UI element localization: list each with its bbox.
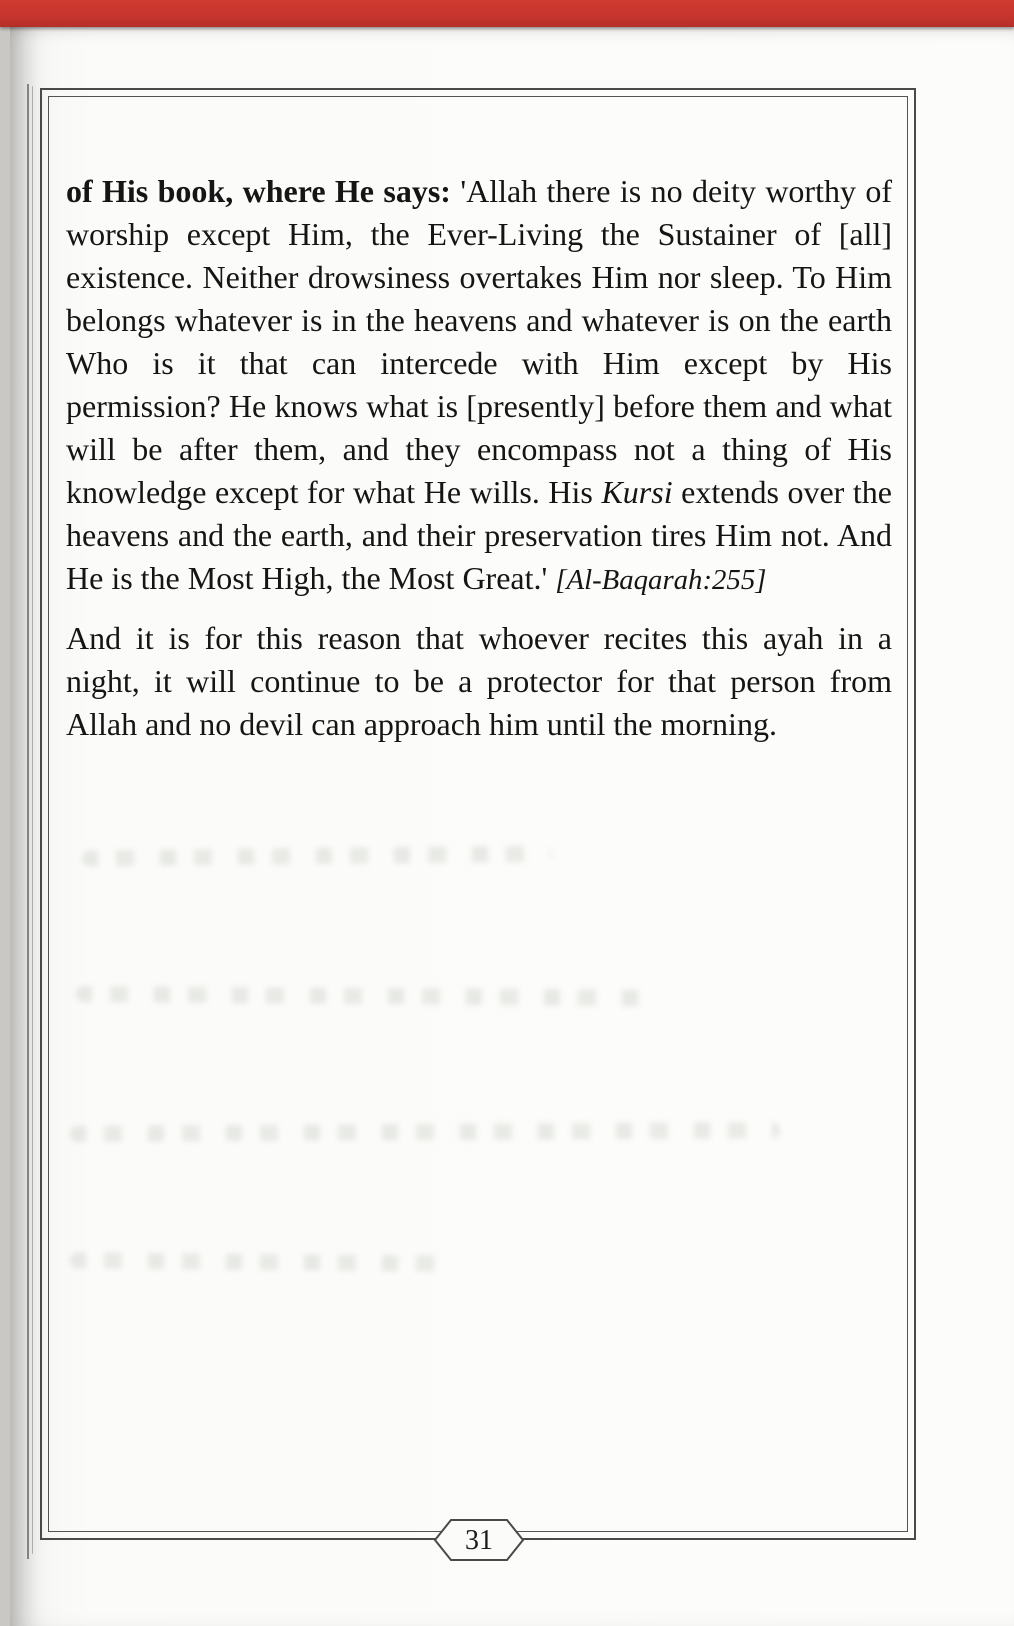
- scanner-red-strip: [0, 0, 1014, 27]
- surah-citation: [Al-Baqarah:255]: [555, 564, 767, 596]
- binding-scan-line-light: [32, 86, 33, 1554]
- quote-text-part2: extends over the heavens and the earth, and their preservation tires Him not. And He is the Most High, the Most Great.': [66, 474, 893, 596]
- page-number-badge: [433, 1515, 525, 1565]
- quote-text-part1: 'Allah there is no deity worthy of worship except Him, the Ever-Living the Sustainer of [all] existence. Neither drowsiness overtakes Him nor sleep. To Him belongs whatever is in the heavens and whatever is on the earth Who is it that can intercede with Him except by His permission? He knows what is [presently] before them and what will be after them, and they encompass not a thing of His knowledge except for what He wills. His: [66, 173, 893, 510]
- scanned-book-page: [10, 26, 1014, 1626]
- page-number: 31: [465, 1525, 493, 1556]
- paragraph-ayat-al-kursi: [66, 170, 892, 602]
- bleed-through-mark: [70, 1252, 450, 1271]
- paragraph-explanation: And it is for this reason that whoever recites this ayah in a night, it will continue to be a protector for that person from Allah and no devil can approach him until the morning.: [66, 620, 892, 742]
- binding-scan-line: [27, 84, 29, 1559]
- kursi-italic-word: Kursi: [601, 474, 673, 510]
- page-number-hexagon: [433, 1515, 525, 1565]
- page-text-block: [66, 170, 892, 746]
- bold-lead-in: of His book, where He says:: [66, 173, 461, 209]
